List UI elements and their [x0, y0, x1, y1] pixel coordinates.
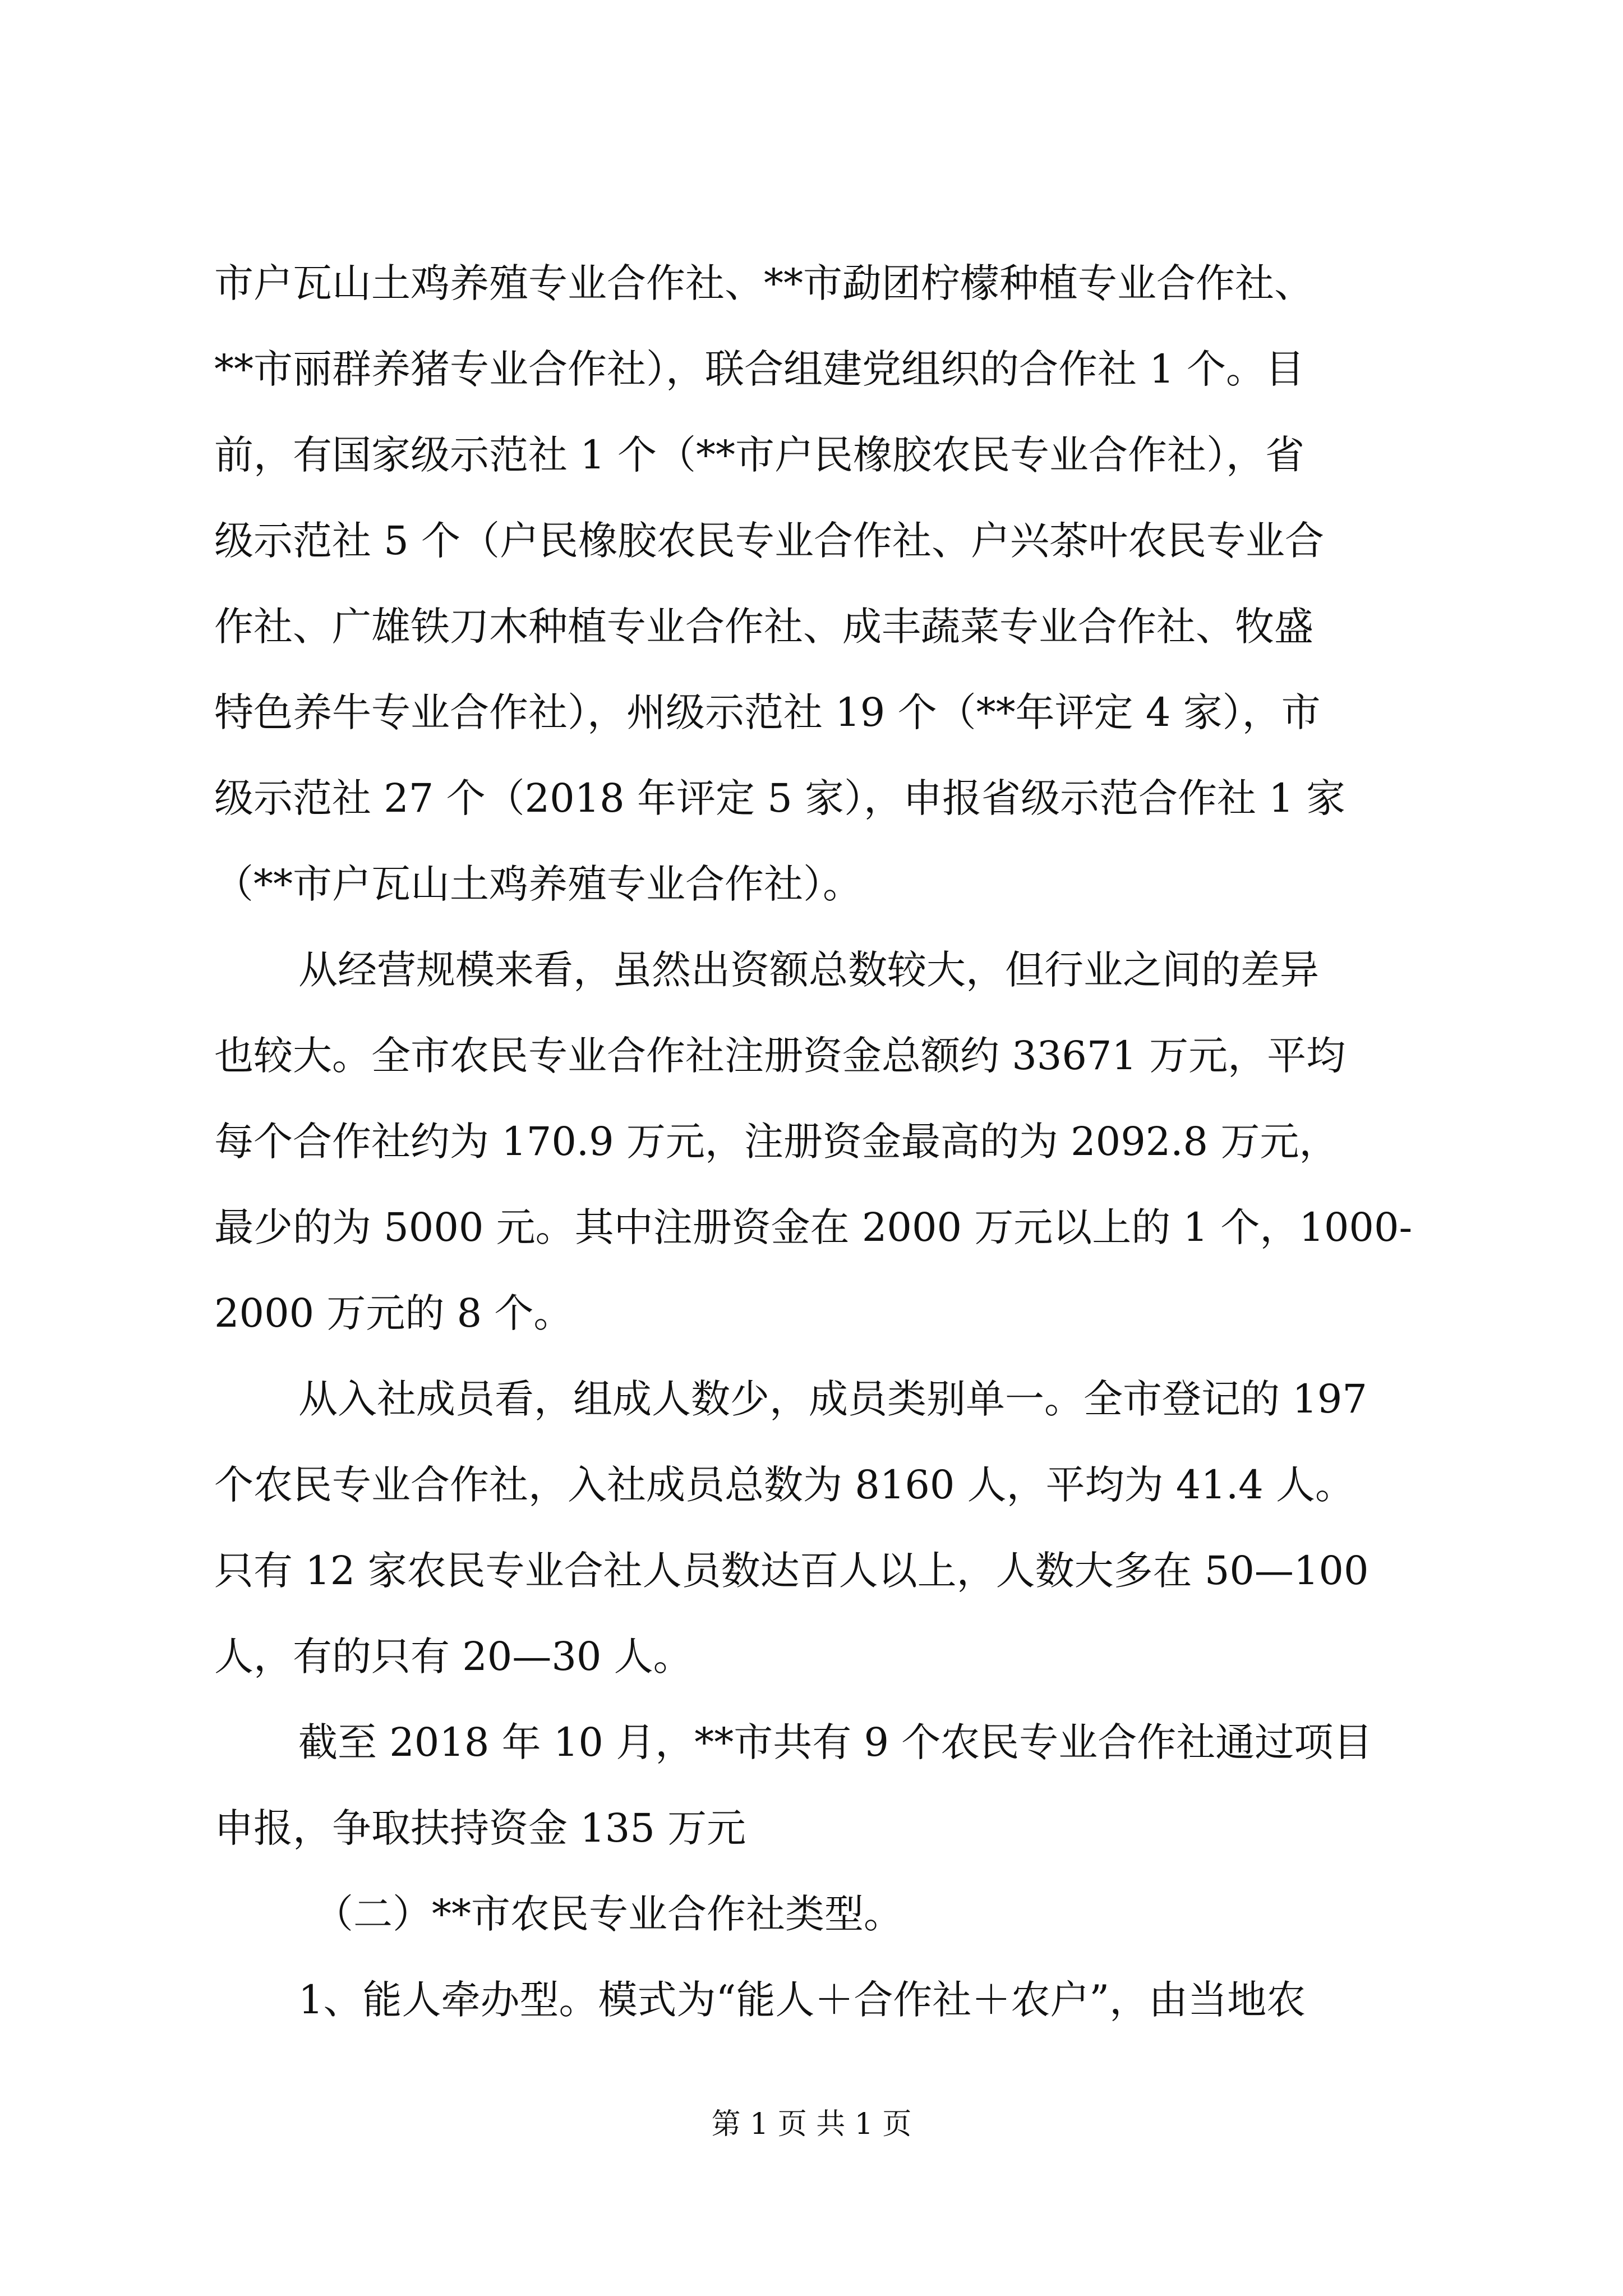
page-number-footer: 第 1 页 共 1 页	[711, 2108, 912, 2141]
text-line: 作社、广雄铁刀木种植专业合作社、成丰蔬菜专业合作社、牧盛	[214, 604, 1313, 650]
text-line: 前，有国家级示范社 1 个（**市户民橡胶农民专业合作社），省	[214, 432, 1305, 478]
text-line: 特色养牛专业合作社），州级示范社 19 个（**年评定 4 家），市	[214, 689, 1321, 735]
text-line: 2000 万元的 8 个。	[214, 1290, 573, 1336]
text-line: 级示范社 5 个（户民橡胶农民专业合作社、户兴茶叶农民专业合	[214, 518, 1325, 564]
text-line: **市丽群养猪专业合作社），联合组建党组织的合作社 1 个。目	[214, 346, 1305, 392]
text-line: （**市户瓦山土鸡养殖专业合作社）。	[214, 861, 862, 907]
text-line: 每个合作社约为 170.9 万元，注册资金最高的为 2092.8 万元，	[214, 1119, 1339, 1165]
text-line: 个农民专业合作社，入社成员总数为 8160 人，平均为 41.4 人。	[214, 1462, 1355, 1508]
text-line: 申报，争取扶持资金 135 万元	[214, 1805, 746, 1851]
text-line: 级示范社 27 个（2018 年评定 5 家），申报省级示范合作社 1 家	[214, 775, 1346, 821]
text-line: 最少的为 5000 元。其中注册资金在 2000 万元以上的 1 个，1000-	[214, 1204, 1413, 1250]
text-line: 截至 2018 年 10 月，**市共有 9 个农民专业合作社通过项目	[298, 1719, 1373, 1765]
text-line: 人，有的只有 20—30 人。	[214, 1634, 693, 1680]
text-line: 只有 12 家农民专业合社人员数达百人以上，人数大多在 50—100	[214, 1548, 1369, 1594]
text-line: 从经营规模来看，虽然出资额总数较大，但行业之间的差异	[298, 947, 1319, 993]
text-line: 市户瓦山土鸡养殖专业合作社、**市勐团柠檬种植专业合作社、	[214, 260, 1313, 306]
text-line: 从入社成员看，组成人数少，成员类别单一。全市登记的 197	[298, 1376, 1367, 1422]
section-heading: （二）**市农民专业合作社类型。	[314, 1891, 903, 1937]
text-line: 1、能人牵办型。模式为“能人＋合作社＋农户”，由当地农	[298, 1977, 1306, 2023]
text-line: 也较大。全市农民专业合作社注册资金总额约 33671 万元，平均	[214, 1033, 1346, 1079]
